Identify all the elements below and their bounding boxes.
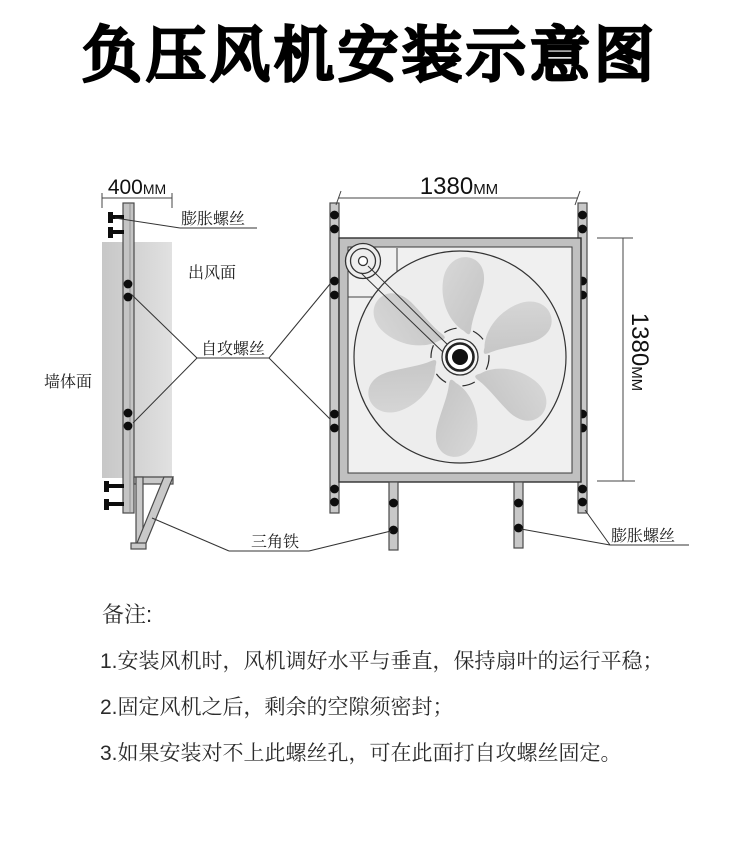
front-width-dimension xyxy=(336,173,580,205)
expansion-screws-bottom-side xyxy=(104,481,124,510)
side-view xyxy=(102,176,173,549)
label-expansion-screw-top: 膨胀螺丝 xyxy=(181,211,246,228)
front-height-dimension xyxy=(597,238,653,481)
label-wall-face: 墙体面 xyxy=(44,374,93,391)
fan-hub xyxy=(442,339,478,375)
label-expansion-screw-bottom: 膨胀螺丝 xyxy=(611,528,676,545)
note-item-3: 3.如果安装对不上此螺丝孔，可在此面打自攻螺丝固定。 xyxy=(100,742,622,765)
note-item-1: 1.安装风机时，风机调好水平与垂直，保持扇叶的运行平稳； xyxy=(100,650,664,673)
mounting-leg-left xyxy=(389,482,398,550)
front-width-dim-text: 1380MM xyxy=(419,173,499,200)
notes-section xyxy=(100,592,700,765)
page-title: 负压风机安装示意图 xyxy=(82,22,658,89)
installation-diagram xyxy=(0,160,750,590)
notes-heading: 备注: xyxy=(102,602,153,627)
fan-frame-side-bar xyxy=(123,203,134,513)
angle-iron-bracket xyxy=(131,477,173,549)
mounting-rail-left xyxy=(330,203,339,513)
front-height-dim-text: 1380MM xyxy=(626,312,653,392)
side-width-dimension xyxy=(102,176,172,208)
front-view xyxy=(330,173,653,550)
leg-screw-dots xyxy=(389,499,523,535)
side-width-dim-text: 400MM xyxy=(107,176,167,199)
expansion-screws-top xyxy=(108,212,124,238)
label-self-tapping-screw: 自攻螺丝 xyxy=(201,341,266,358)
label-air-outlet-face: 出风面 xyxy=(188,265,237,282)
wall-section xyxy=(102,242,172,478)
mounting-leg-right xyxy=(514,482,523,548)
note-item-2: 2.固定风机之后，剩余的空隙须密封； xyxy=(100,696,454,719)
label-angle-iron: 三角铁 xyxy=(251,534,300,551)
